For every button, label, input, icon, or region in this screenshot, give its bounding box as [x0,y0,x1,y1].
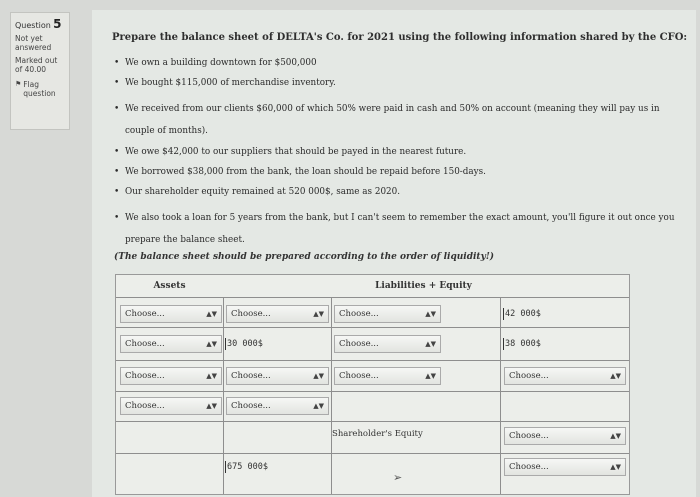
liability-amount-select-3[interactable]: Choose... ▲▼ [504,367,626,385]
question-info-panel [10,12,70,130]
liability-account-select-1[interactable]: Choose... ▲▼ [334,305,441,323]
question-marks: Marked out of 40.00 [15,55,58,75]
row-divider [116,391,629,392]
liability-amount-input-1[interactable]: 42 000$ [505,309,541,319]
column-divider [500,297,501,494]
question-number: 5 [53,17,62,31]
asset-account-select-2[interactable]: Choose... ▲▼ [120,335,222,353]
shareholders-equity-label: Shareholder's Equity [332,429,423,439]
assets-header: Assets [153,281,186,291]
list-item: • We bought $115,000 of merchandise inventory. [112,78,682,89]
cfo-info-list [112,58,682,256]
up-down-arrows-icon: ▲▼ [610,432,621,440]
list-item: • Our shareholder equity remained at 520 000$, same as 2020. [112,187,682,198]
question-label: Question [15,21,51,30]
up-down-arrows-icon: ▲▼ [610,372,621,380]
list-item: • We received from our clients $60,000 of which 50% were paid in cash and 50% on account (meaning they will pay us in couple of months). [112,98,682,142]
liability-amount-input-2[interactable]: 38 000$ [505,339,541,349]
flag-icon: ⚑ [15,79,22,88]
asset-amount-input-2[interactable]: 30 000$ [227,339,263,349]
question-title: Prepare the balance sheet of DELTA's Co. for 2021 using the following information shared by the CFO: [112,32,688,43]
up-down-arrows-icon: ▲▼ [206,340,217,348]
liability-account-select-3[interactable]: Choose... ▲▼ [334,367,441,385]
liability-account-select-2[interactable]: Choose... ▲▼ [334,335,441,353]
up-down-arrows-icon: ▲▼ [206,402,217,410]
up-down-arrows-icon: ▲▼ [425,340,436,348]
row-divider [116,360,629,361]
up-down-arrows-icon: ▲▼ [206,310,217,318]
row-divider [116,421,629,422]
asset-amount-select-1[interactable]: Choose... ▲▼ [226,305,329,323]
row-divider [116,297,629,298]
up-down-arrows-icon: ▲▼ [425,372,436,380]
asset-account-select-4[interactable]: Choose... ▲▼ [120,397,222,415]
list-item: • We owe $42,000 to our suppliers that should be payed in the nearest future. [112,147,682,158]
liabilities-equity-header: Liabilities + Equity [375,281,472,291]
balance-sheet-table [115,274,630,495]
up-down-arrows-icon: ▲▼ [206,372,217,380]
column-divider [331,297,332,494]
row-divider [116,327,629,328]
up-down-arrows-icon: ▲▼ [313,310,324,318]
asset-account-select-3[interactable]: Choose... ▲▼ [120,367,222,385]
up-down-arrows-icon: ▲▼ [313,372,324,380]
up-down-arrows-icon: ▲▼ [313,402,324,410]
list-item: • We also took a loan for 5 years from the bank, but I can't seem to remember the exact amount, you'll figure it out once you prepare the balance sheet. [112,207,682,251]
flag-question-label: Flag question [23,79,56,98]
list-item: • We own a building downtown for $500,000 [112,58,682,69]
flag-question-link[interactable] [15,80,65,98]
row-divider [116,453,629,454]
up-down-arrows-icon: ▲▼ [425,310,436,318]
asset-amount-select-4[interactable]: Choose... ▲▼ [226,397,329,415]
asset-amount-select-3[interactable]: Choose... ▲▼ [226,367,329,385]
asset-account-select-1[interactable]: Choose... ▲▼ [120,305,222,323]
liquidity-note: (The balance sheet should be prepared according to the order of liquidity!) [114,252,495,262]
question-status: Not yet answered [15,34,52,53]
up-down-arrows-icon: ▲▼ [610,463,621,471]
list-item: • We borrowed $38,000 from the bank, the loan should be repaid before 150-days. [112,167,682,178]
total-assets-input[interactable]: 675 000$ [227,462,268,472]
equity-amount-select[interactable]: Choose... ▲▼ [504,427,626,445]
mouse-cursor-icon: ➢ [393,471,403,484]
total-liabilities-equity-select[interactable]: Choose... ▲▼ [504,458,626,476]
